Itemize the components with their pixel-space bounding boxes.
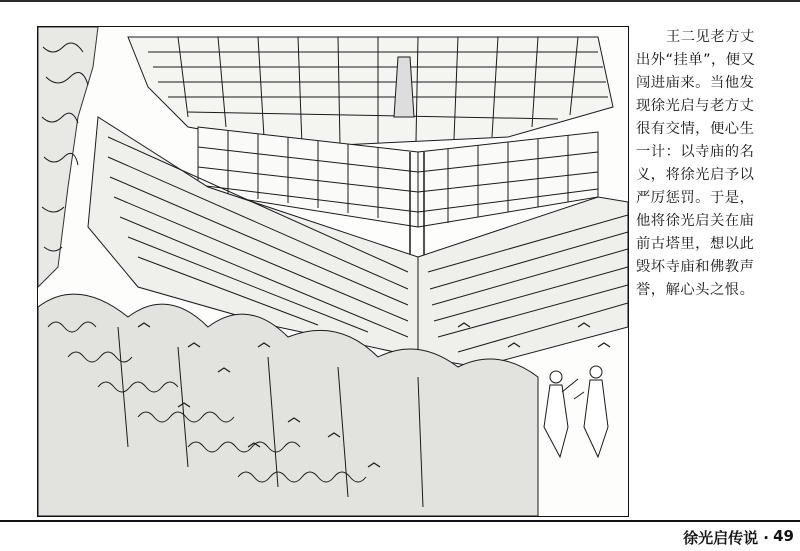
caption-line: 誉，解心头之恨。 [636, 282, 755, 298]
two-figures [544, 366, 608, 457]
caption-line: 毁坏寺庙和佛教声 [636, 259, 755, 275]
caption-line: 闯进庙来。当他发 [636, 75, 755, 91]
caption-line: 王二见老方丈 [666, 29, 755, 45]
footer-line [0, 520, 800, 522]
caption-line: 严厉惩罚。于是， [636, 190, 755, 206]
top-border-line [0, 0, 800, 2]
caption-line: 出外“挂单”，便又 [636, 52, 756, 68]
caption-line: 很有交情，便心生 [636, 121, 755, 137]
caption-line: 义，将徐光启予以 [636, 167, 755, 183]
illustration-drawing [38, 27, 628, 516]
caption-line: 一计：以寺庙的名 [636, 144, 755, 160]
story-caption [636, 26, 786, 302]
caption-line: 他将徐光启关在庙 [636, 213, 755, 229]
book-title: 徐光启传说 · [683, 529, 769, 547]
caption-line: 现徐光启与老方丈 [636, 98, 755, 114]
caption-line: 前古塔里，想以此 [636, 236, 755, 252]
ink-illustration-temple-roofs [37, 26, 629, 517]
page-footer [0, 520, 800, 551]
page-number: 49 [773, 527, 794, 545]
left-foliage [38, 27, 98, 287]
